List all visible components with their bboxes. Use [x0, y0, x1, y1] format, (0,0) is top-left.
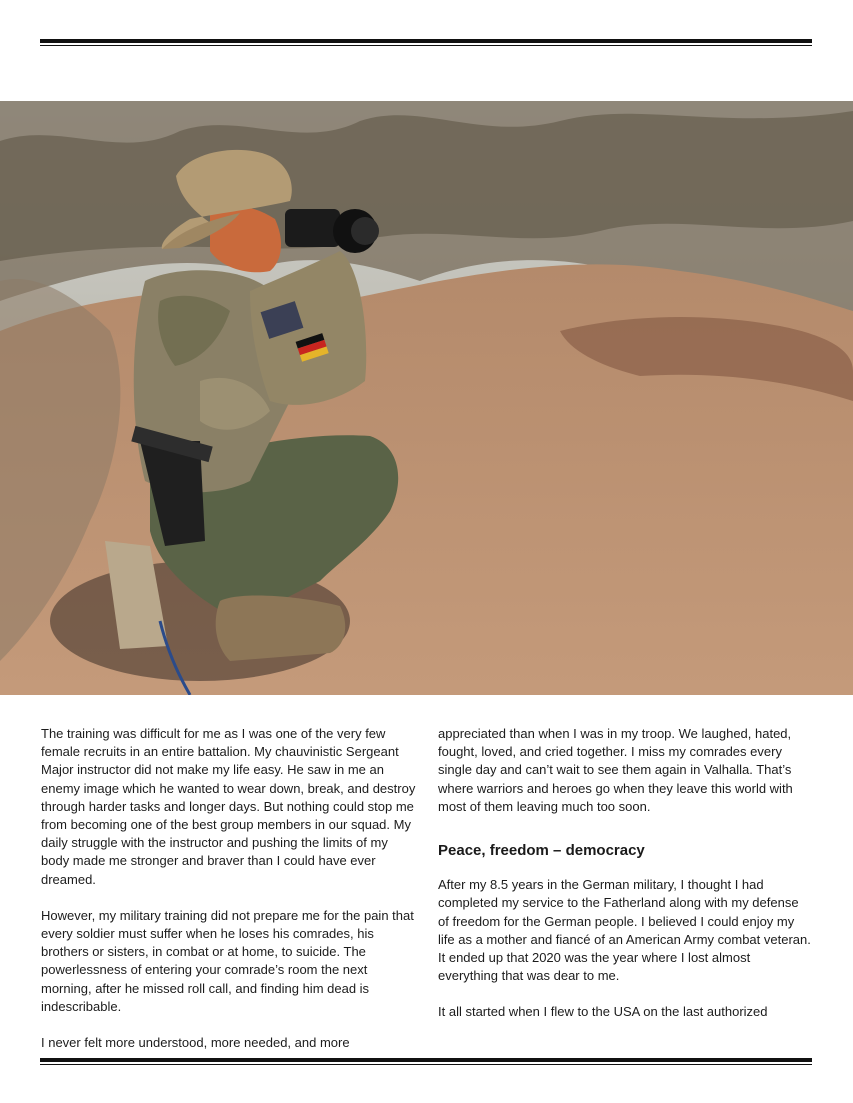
paragraph: appreciated than when I was in my troop. We laughed, hated, fought, loved, and cried together. I miss my comrades every single day and can’t wait to see them again in Valhalla. That’s where warriors and heroes go when they leave this world with most of them leaving much too soon.	[438, 726, 793, 814]
left-column	[41, 725, 416, 1070]
paragraph: The training was difficult for me as I was one of the very few female recruits in an entire battalion. My chauvinistic Sergeant Major instructor did not make my life easy. He saw in me an enemy image which he wanted to wear down, break, and destroy through harder tasks and longer days. But nothing could stop me from becoming one of the best group members in our squad. My daily struggle with the instructor and pushing the limits of my body made me stronger and braver than I could have ever dreamed.	[41, 726, 416, 887]
paragraph: I never felt more understood, more needed, and more	[41, 1035, 350, 1051]
top-rule	[40, 39, 812, 46]
right-column	[438, 725, 813, 1040]
bottom-rule	[40, 1058, 812, 1065]
section-heading: Peace, freedom – democracy	[438, 842, 645, 860]
paragraph: After my 8.5 years in the German military, I thought I had completed my service to the Fatherland along with my defense of freedom for the German people. I believed I could enjoy my life as a mother and fiancé of an American Army combat veteran. It ended up that 2020 was the year where I lost almost everything that was dear to me.	[438, 877, 811, 984]
paragraph: It all started when I flew to the USA on the last authorized	[438, 1004, 768, 1020]
article-photo	[0, 101, 853, 695]
paragraph: However, my military training did not prepare me for the pain that every soldier must suffer when he loses his comrades, his brothers or sisters, in combat or at home, to suicide. The powerlessness of entering your comrade’s room the next morning, after he missed roll call, and finding him dead is indescribable.	[41, 907, 414, 1014]
